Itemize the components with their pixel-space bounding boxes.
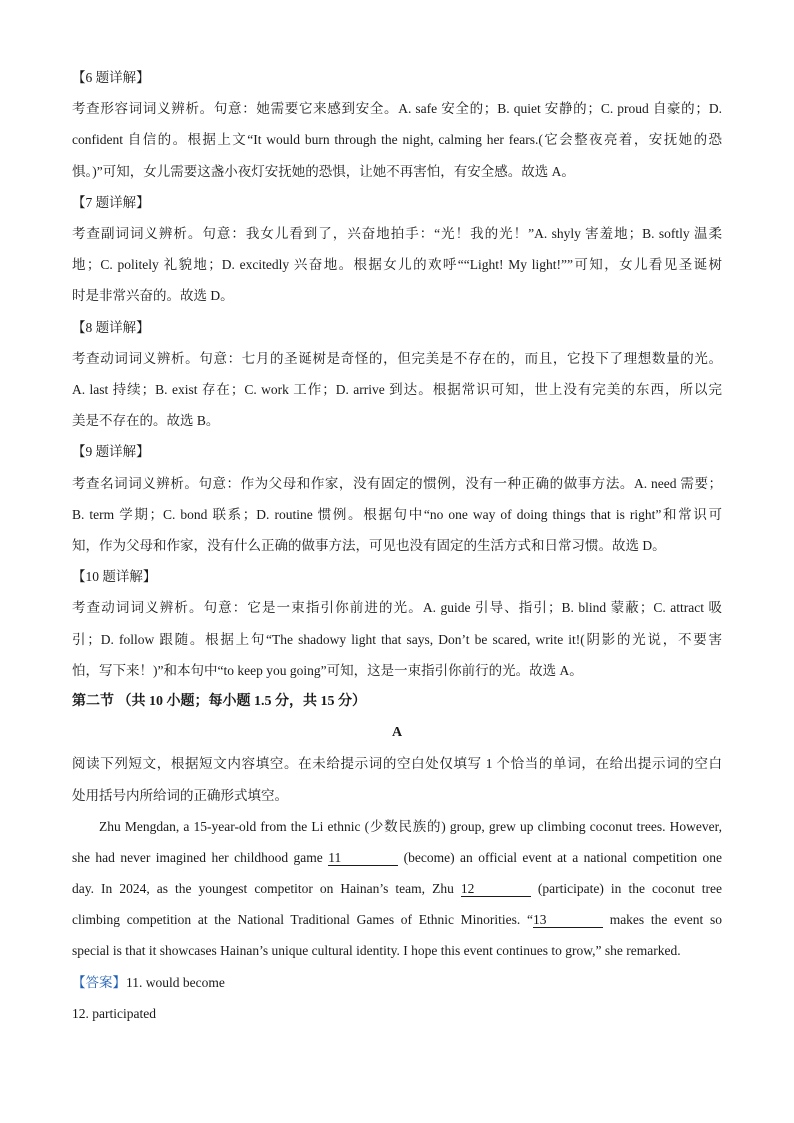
passage-line-1: Zhu Mengdan, a 15-year-old from the Li ethnic (少数民族的) group, grew up climbing coconut trees. However, [99,818,722,834]
q9-line-2: B. term 学期；C. bond 联系；D. routine 惯例。根据句中“no one way of doing things that is right”和常识可 [72,506,722,522]
part-label: A [391,725,403,741]
q7-line-2: 地；C. politely 礼貌地；D. excitedly 兴奋地。根据女儿的欢呼““Light! My light!””可知，女儿看见圣诞树 [72,257,722,273]
q7-line-1: 考查副词词义辨析。句意：我女儿看到了，兴奋地拍手：“光！我的光！”A. shyly 害羞地；B. softly 温柔 [72,225,722,241]
passage-text: she had never imagined her childhood game [72,849,323,865]
q10-line-2: 引；D. follow 跟随。根据上句“The shadowy light that says, Don’t be scared, write it!(阴影的光说，不要害 [72,631,722,647]
passage-line-4 [72,904,722,935]
document-page [72,62,722,1029]
q10-line-3: 怕，写下来！)”和本句中“to keep you going”可知，这是一束指引你前行的光。故选 A。 [72,662,583,678]
answer-line-1 [72,967,722,998]
q6-heading: 【6 题详解】 [72,70,150,85]
blank-12: 12 [461,882,531,897]
blank-13: 13 [533,913,603,928]
q6-line-2: confident 自信的。根据上文“It would burn through the night, calming her fears.(它会整夜亮着，安抚她的恐 [72,132,722,148]
blank-11: 11 [328,851,398,866]
instructions-line-2: 处用括号内所给词的正确形式填空。 [72,787,288,803]
passage-line-3 [72,873,722,904]
instructions-line-1: 阅读下列短文，根据短文内容填空。在未给提示词的空白处仅填写 1 个恰当的单词，在给出提示词的空白 [72,756,722,772]
answer-12: 12. participated [72,1005,156,1021]
q9-line-1: 考查名词词义辨析。句意：作为父母和作家，没有固定的惯例，没有一种正确的做事方法。A. need 需要； [72,475,722,491]
section-title: 第二节 （共 10 小题；每小题 1.5 分，共 15 分） [72,693,366,709]
q6-line-1: 考查形容词词义辨析。句意：她需要它来感到安全。A. safe 安全的；B. quiet 安静的；C. proud 自豪的；D. [72,101,722,117]
q7-line-3: 时是非常兴奋的。故选 D。 [72,288,234,304]
q7-heading: 【7 题详解】 [72,194,150,210]
passage-text: makes the event so [609,912,722,928]
q6-line-3: 惧。)”可知，女儿需要这盏小夜灯安抚她的恐惧，让她不再害怕，有安全感。故选 A。 [72,163,575,179]
answer-tag: 【答案】 [72,974,126,990]
passage-text: (participate) in the coconut tree [537,881,722,897]
q8-line-2: A. last 持续；B. exist 存在；C. work 工作；D. arrive 到达。根据常识可知，世上没有完美的东西，所以完 [72,381,722,397]
passage-text: day. In 2024, as the youngest competitor on Hainan’s team, Zhu [72,881,454,897]
answer-11: 11. would become [126,974,225,990]
q8-line-1: 考查动词词义辨析。句意：七月的圣诞树是奇怪的，但完美是不存在的，而且，它投下了理想数量的光。 [72,350,722,366]
passage-line-2 [72,842,722,873]
q9-heading: 【9 题详解】 [72,444,150,460]
q10-line-1: 考查动词词义辨析。句意：它是一束指引你前进的光。A. guide 引导、指引；B. blind 蒙蔽；C. attract 吸 [72,600,722,616]
q9-line-3: 知，作为父母和作家，没有什么正确的做事方法，可见也没有固定的生活方式和日常习惯。故选 D。 [72,537,666,553]
q10-heading: 【10 题详解】 [72,569,157,585]
q8-heading: 【8 题详解】 [72,319,150,335]
passage-text: (become) an official event at a national competition one [403,849,722,865]
passage-text: climbing competition at the National Traditional Games of Ethnic Minorities. “ [72,912,533,928]
passage-line-5: special is that it showcases Hainan’s unique cultural identity. I hope this event continues to grow,” she remarked. [72,943,681,959]
q8-line-3: 美是不存在的。故选 B。 [72,413,220,429]
